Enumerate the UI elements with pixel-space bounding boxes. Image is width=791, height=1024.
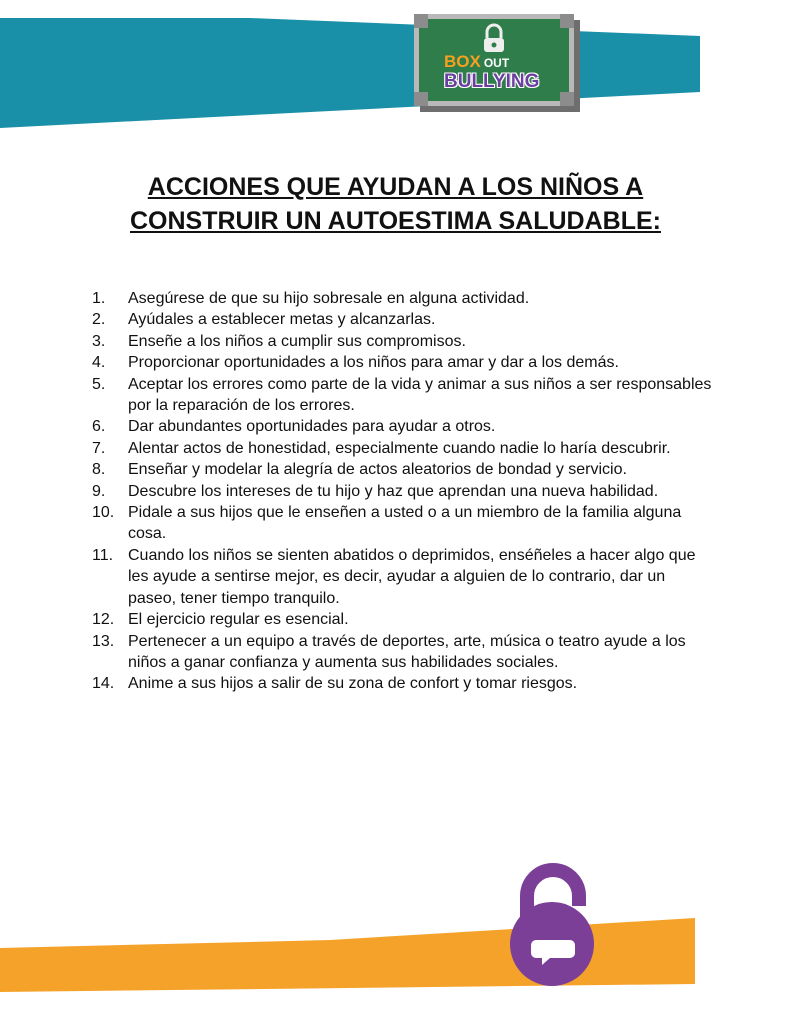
- list-item: 2. Ayúdales a establecer metas y alcanzarlas.: [92, 311, 436, 329]
- list-item: 13. Pertenecer a un equipo a través de deportes, arte, música o teatro ayude a los niños a ganar confianza y aumenta sus habilidades sociales.: [92, 632, 686, 671]
- box-out-bullying-logo: [414, 14, 580, 112]
- logo-text-bullying: BULLYING: [444, 71, 540, 92]
- list-item: 1. Asegúrese de que su hijo sobresale en alguna actividad.: [92, 290, 530, 307]
- page-title-line2: CONSTRUIR UN AUTOESTIMA SALUDABLE:: [129, 207, 661, 235]
- list-item: 7. Alentar actos de honestidad, especialmente cuando nadie lo haría descubrir.: [92, 439, 671, 457]
- list-item: 3. Enseñe a los niños a cumplir sus compromisos.: [92, 332, 466, 350]
- list-item: 6. Dar abundantes oportunidades para ayudar a otros.: [92, 418, 496, 436]
- footer-orange-band: [0, 840, 791, 1024]
- open-padlock-icon: [510, 870, 594, 986]
- page-title-line1: ACCIONES QUE AYUDAN A LOS NIÑOS A: [147, 173, 644, 201]
- page-title: [60, 170, 731, 238]
- list-item: 5. Aceptar los errores como parte de la vida y animar a sus niños a ser responsables por la reparación de los errores.: [92, 375, 712, 415]
- list-item: 11. Cuando los niños se sienten abatidos o deprimidos, enséñeles a hacer algo que les ayude a sentirse mejor, es decir, ayudar a alguien de lo contrario, dar un paseo, tener tiempo tranquilo.: [92, 546, 696, 607]
- list-item: 9. Descubre los intereses de tu hijo y haz que aprendan una nueva habilidad.: [92, 482, 659, 500]
- list-item: 10. Pidale a sus hijos que le enseñen a usted o a un miembro de la familia alguna cosa.: [92, 504, 682, 543]
- list-item: 4. Proporcionar oportunidades a los niños para amar y dar a los demás.: [92, 354, 619, 372]
- list-item: 12. El ejercicio regular es esencial.: [92, 611, 349, 629]
- logo-text-box: BOX OUT: [444, 52, 510, 71]
- actions-list: [92, 288, 712, 695]
- list-item: 14. Anime a sus hijos a salir de su zona de confort y tomar riesgos.: [92, 675, 578, 693]
- list-item: 8. Enseñar y modelar la alegría de actos aleatorios de bondad y servicio.: [92, 461, 627, 479]
- header-teal-band: [0, 0, 791, 140]
